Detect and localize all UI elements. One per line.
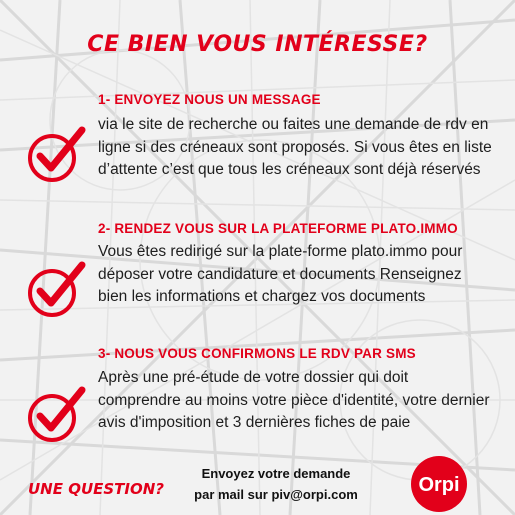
step-2-heading: 2- RENDEZ VOUS SUR LA PLATEFORME PLATO.IMMO	[98, 221, 458, 236]
step-1-body: via le site de recherche ou faites une demande de rdv en ligne si des créneaux sont proposés. Si vous êtes en liste d’attente c’est que tous les créneaux sont déjà réservés	[98, 116, 492, 178]
orpi-logo	[410, 455, 468, 513]
checkmark-circle-icon	[22, 380, 90, 448]
step-3-body: Après une pré-étude de votre dossier qui doit comprendre au moins votre pièce d'identité, votre dernier avis d'imposition et 3 dernières fiches de paie	[98, 369, 490, 431]
contact-info	[176, 463, 376, 505]
contact-line-1: Envoyez votre demande	[201, 466, 351, 481]
checkmark-circle-icon	[22, 120, 90, 188]
step-3-heading: 3- NOUS VOUS CONFIRMONS LE RDV PAR SMS	[98, 346, 416, 361]
checkmark-circle-icon	[22, 255, 90, 323]
step-1-heading: 1- ENVOYEZ NOUS UN MESSAGE	[98, 92, 321, 107]
page-title: CE BIEN VOUS INTÉRESSE?	[87, 32, 428, 57]
step-2-body: Vous êtes redirigé sur la plate-forme plato.immo pour déposer votre candidature et documents Renseignez bien les informations et chargez vos documents	[98, 243, 463, 305]
question-label: UNE QUESTION?	[28, 480, 165, 498]
logo-text: Orpi	[418, 474, 460, 496]
contact-line-2: par mail sur piv@orpi.com	[194, 487, 358, 502]
